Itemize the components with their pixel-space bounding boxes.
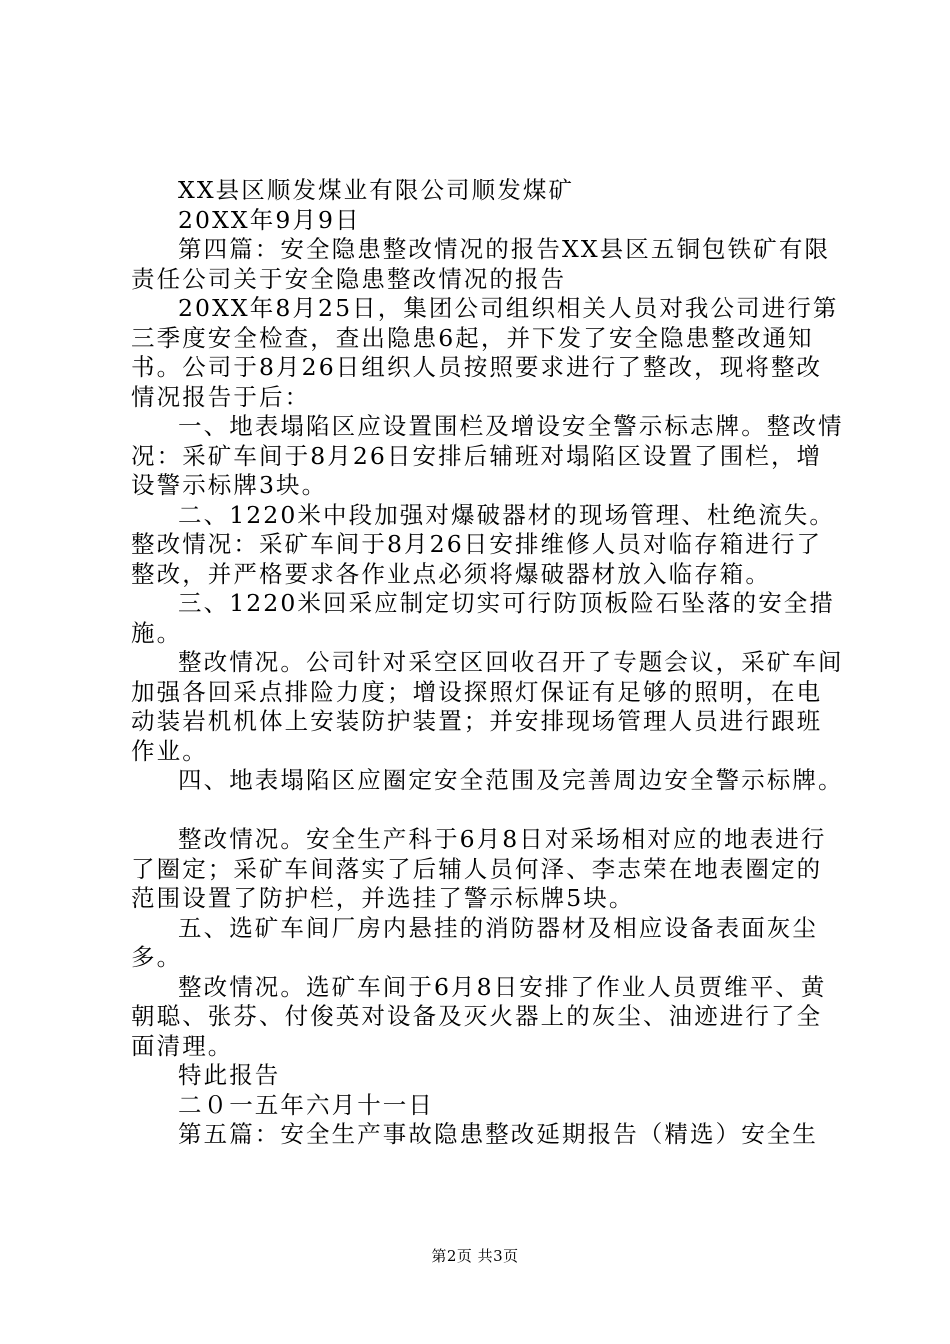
paragraph-item-5: 五、选矿车间厂房内悬挂的消防器材及相应设备表面灰尘多。 — [131, 913, 818, 971]
paragraph-item-4: 四、地表塌陷区应圈定安全范围及完善周边安全警示标牌。 — [178, 766, 844, 794]
blank-line — [131, 796, 846, 826]
date-line: 20XX年9月9日 — [178, 205, 361, 234]
paragraph-item-5-fix: 整改情况。选矿车间于6月8日安排了作业人员贾维平、黄朝聪、张芬、付俊英对设备及灭火器上的灰尘、油迹进行了全面清理。 — [131, 972, 827, 1060]
paragraph-item-1: 一、地表塌陷区应设置围栏及增设安全警示标志牌。整改情况：采矿车间于8月26日安排后辅班对塌陷区设置了围栏，增设警示标牌3块。 — [131, 412, 844, 499]
section-heading-4: 第四篇：安全隐患整改情况的报告XX县区五铜包铁矿有限责任公司关于安全隐患整改情况的报告 — [131, 235, 831, 293]
company-name-line: XX县区顺发煤业有限公司顺发煤矿 — [178, 176, 575, 204]
paragraph-intro: 20XX年8月25日，集团公司组织相关人员对我公司进行第三季度安全检查，查出隐患6起，并下发了安全隐患整改通知书。公司于8月26日组织人员按照要求进行了整改，现将整改情况报告于后： — [131, 294, 839, 411]
paragraph-item-4-fix: 整改情况。安全生产科于6月8日对采场相对应的地表进行了圈定；采矿车间落实了后辅人员何泽、李志荣在地表圈定的范围设置了防护栏，并选挂了警示标牌5块。 — [131, 825, 827, 912]
section-heading-5: 第五篇：安全生产事故隐患整改延期报告（精选）安全生 — [178, 1120, 818, 1148]
document-body — [131, 176, 846, 1150]
closing-line: 特此报告 — [178, 1061, 281, 1089]
closing-date-line: 二０一五年六月十一日 — [178, 1090, 434, 1119]
paragraph-item-3-fix: 整改情况。公司针对采空区回收召开了专题会议，采矿车间加强各回采点排险力度；增设探照灯保证有足够的照明，在电动装岩机机体上安装防护装置；并安排现场管理人员进行跟班作业。 — [131, 648, 844, 765]
paragraph-item-3: 三、1220米回采应制定切实可行防顶板险石坠落的安全措施。 — [131, 589, 836, 647]
paragraph-item-2: 二、1220米中段加强对爆破器材的现场管理、杜绝流失。整改情况：采矿车间于8月26日安排维修人员对临存箱进行了整改，并严格要求各作业点必须将爆破器材放入临存箱。 — [131, 500, 836, 588]
page-number-footer: 第2页 共3页 — [431, 1247, 519, 1265]
